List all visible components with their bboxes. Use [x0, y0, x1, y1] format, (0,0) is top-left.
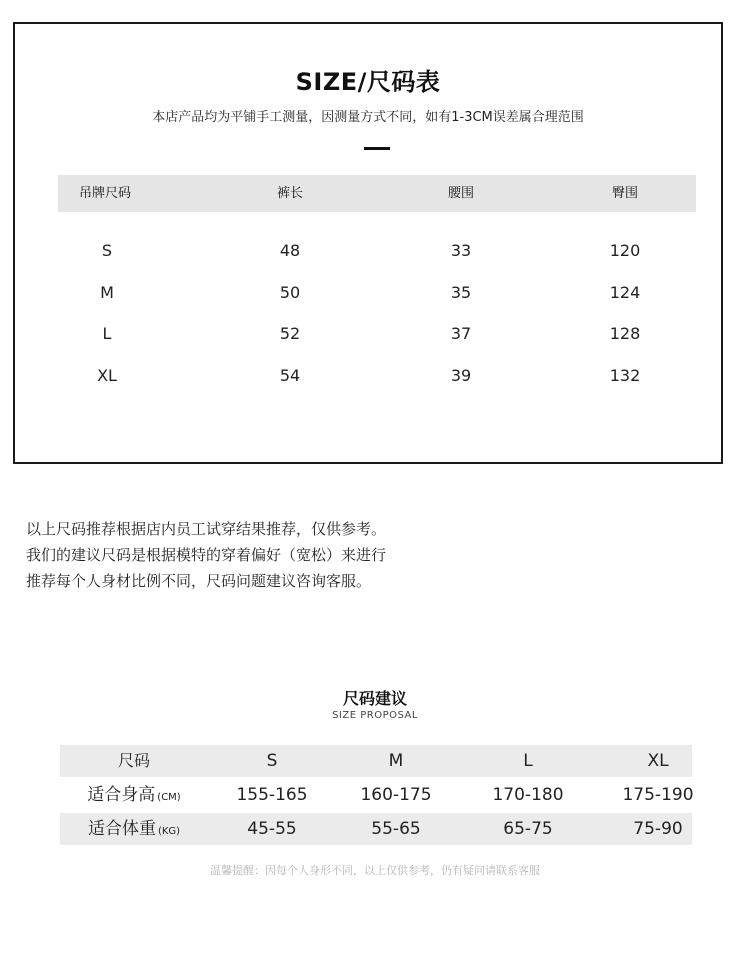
weight-row-label: [88, 813, 180, 848]
size-l: L: [523, 751, 533, 771]
header-pants-length: 裤长: [276, 186, 304, 201]
proposal-height-row: [60, 779, 692, 811]
reminder-footnote: 温馨提醒：因每个人身形不同，以上仅供参考，仍有疑问请联系客服: [210, 864, 540, 877]
cell-pants-length: 50: [279, 283, 301, 302]
size-table-header: [58, 175, 696, 212]
size-row-label: 尺码: [117, 751, 151, 770]
cell-waist: 39: [450, 366, 472, 385]
height-m: 160-175: [360, 785, 432, 805]
cell-hip: 128: [609, 324, 641, 343]
weight-s: 45-55: [247, 819, 297, 839]
recommendation-line: 我们的建议尺码是根据模特的穿着偏好（宽松）来进行: [26, 546, 387, 564]
table-row: [58, 364, 696, 388]
height-unit: (CM): [157, 792, 181, 803]
header-hip: 臀围: [611, 186, 639, 201]
table-row: [58, 281, 696, 305]
cell-waist: 37: [450, 324, 472, 343]
size-xl: XL: [647, 751, 669, 771]
cell-waist: 33: [450, 241, 472, 260]
table-row: [58, 239, 696, 263]
size-proposal-title: 尺码建议: [342, 689, 407, 708]
size-proposal-subtitle: SIZE PROPOSAL: [332, 710, 418, 721]
cell-size: M: [100, 283, 114, 302]
cell-hip: 132: [609, 366, 641, 385]
weight-label-text: 适合体重: [87, 819, 156, 839]
cell-hip: 120: [609, 241, 641, 260]
weight-m: 55-65: [371, 819, 421, 839]
title-divider: [364, 147, 390, 150]
weight-unit: (KG): [157, 826, 181, 837]
height-row-label: [87, 779, 180, 814]
cell-pants-length: 54: [279, 366, 301, 385]
size-chart-title: SIZE/尺码表: [295, 68, 441, 96]
recommendation-line: 推荐每个人身材比例不同，尺码问题建议咨询客服。: [26, 572, 372, 590]
cell-pants-length: 52: [279, 324, 301, 343]
height-l: 170-180: [492, 785, 564, 805]
weight-l: 65-75: [503, 819, 553, 839]
cell-size: L: [102, 324, 112, 343]
size-m: M: [388, 751, 404, 771]
measurement-note: 本店产品均为平铺手工测量，因测量方式不同，如有1-3CM误差属合理范围: [152, 110, 584, 125]
cell-waist: 35: [450, 283, 472, 302]
cell-pants-length: 48: [279, 241, 301, 260]
height-s: 155-165: [236, 785, 308, 805]
proposal-size-row: [60, 745, 692, 777]
height-xl: 175-190: [622, 785, 694, 805]
header-waist: 腰围: [447, 186, 475, 201]
cell-size: S: [101, 241, 113, 260]
table-row: [58, 322, 696, 346]
proposal-weight-row: [60, 813, 692, 845]
cell-size: XL: [97, 366, 117, 385]
cell-hip: 124: [609, 283, 641, 302]
size-s: S: [266, 751, 278, 771]
recommendation-text: [26, 516, 386, 594]
size-chart-panel: [13, 22, 723, 464]
height-label-text: 适合身高: [87, 785, 156, 805]
header-tag-size: 吊牌尺码: [78, 186, 132, 201]
recommendation-line: 以上尺码推荐根据店内员工试穿结果推荐，仅供参考。: [26, 520, 387, 538]
weight-xl: 75-90: [633, 819, 683, 839]
